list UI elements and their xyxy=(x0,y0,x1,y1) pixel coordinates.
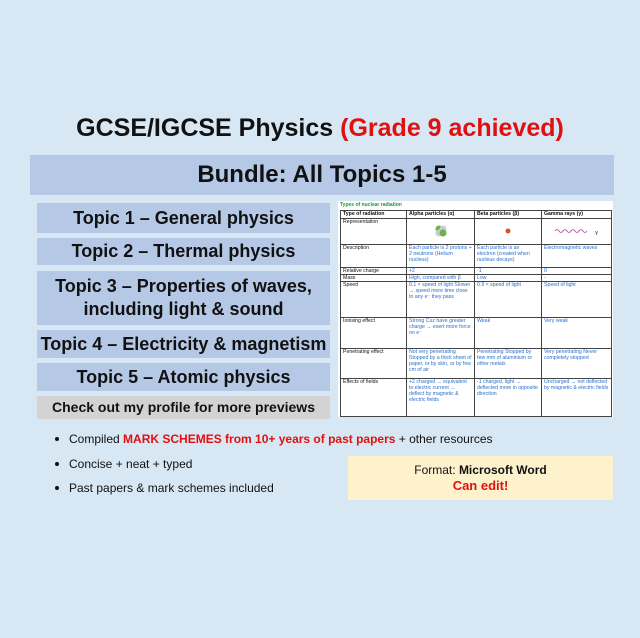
topic-1: Topic 1 – General physics xyxy=(37,203,330,233)
bullet-text: Compiled xyxy=(69,432,124,446)
table-cell: 0 xyxy=(542,268,612,275)
table-cell: Electromagnetic waves xyxy=(542,245,612,268)
table-header: Type of radiation xyxy=(341,211,407,219)
topic-3: Topic 3 – Properties of waves, including light & sound xyxy=(37,271,330,325)
table-cell: - xyxy=(542,275,612,282)
table-cell: +2 charged → equivalent to electric current → deflect by magnetic & electric fields xyxy=(407,379,475,417)
table-header: Alpha particles (α) xyxy=(407,211,475,219)
format-box xyxy=(348,456,613,500)
table-cell: Description xyxy=(341,245,407,268)
table-cell: Low xyxy=(475,275,542,282)
table-cell: Uncharged → not deflected by magnetic & electric fields xyxy=(542,379,612,417)
table-header: Beta particles (β) xyxy=(475,211,542,219)
table-cell: Each particle is 2 protons + 2 neutrons (Helium nucleus) xyxy=(407,245,475,268)
title-highlight: (Grade 9 achieved) xyxy=(340,114,564,142)
bullet-highlight: MARK SCHEMES from 10+ years of past papers xyxy=(123,432,396,446)
table-cell: +2 xyxy=(407,268,475,275)
table-cell: Very weak xyxy=(542,318,612,349)
profile-preview-note: Check out my profile for more previews xyxy=(37,396,330,419)
title-main: GCSE/IGCSE Physics xyxy=(76,114,341,142)
alpha-particle-icon xyxy=(407,219,475,245)
format-value: Microsoft Word xyxy=(458,463,547,477)
gamma-wave-icon xyxy=(542,219,612,245)
bullet-text: + other resources xyxy=(395,432,493,446)
table-cell: Penetrating effect xyxy=(341,349,407,379)
table-cell: Each particle is an electron (created when nucleus decays) xyxy=(475,245,542,268)
format-label: Format: xyxy=(414,463,459,477)
table-cell: Penetrating Stopped by few mm of aluminium or other metals xyxy=(475,349,542,379)
table-cell: High, compared with β xyxy=(407,275,475,282)
table-caption: Types of nuclear radiation xyxy=(340,202,402,208)
table-cell: Relative charge xyxy=(341,268,407,275)
beta-particle-icon xyxy=(475,219,542,245)
table-header: Gamma rays (γ) xyxy=(542,211,612,219)
table-cell: Strong Cuz have greater charge → exert more force on e⁻ xyxy=(407,318,475,349)
table-cell: Weak xyxy=(475,318,542,349)
table-cell: Very penetrating Never completely stopped xyxy=(542,349,612,379)
table-cell: Ionising effect xyxy=(341,318,407,349)
topic-5: Topic 5 – Atomic physics xyxy=(37,363,330,391)
topic-4: Topic 4 – Electricity & magnetism xyxy=(37,330,330,358)
table-cell: Representation xyxy=(341,219,407,245)
table-cell: 0.1 × speed of light Slower → speed more time close to any e⁻ they pass xyxy=(407,282,475,318)
gamma-symbol: γ xyxy=(595,229,598,236)
table-cell: Speed xyxy=(341,282,407,318)
bullet-text: Concise + neat + typed xyxy=(69,456,193,471)
table-cell: -1 charged, light → deflected more in opposite direction xyxy=(475,379,542,417)
bullet-text: Past papers & mark schemes included xyxy=(69,481,274,495)
table-cell: -1 xyxy=(475,268,542,275)
page-title xyxy=(0,114,640,143)
table-cell: Effects of fields xyxy=(341,379,407,417)
table-cell: Not very penetrating Stopped by a thick sheet of paper, or by skin, or by few cm of air xyxy=(407,349,475,379)
table-cell: 0.9 × speed of light xyxy=(475,282,542,318)
preview-table xyxy=(338,201,613,417)
list-item xyxy=(55,432,493,457)
table-cell: Mass xyxy=(341,275,407,282)
bundle-banner: Bundle: All Topics 1-5 xyxy=(30,155,614,195)
topic-2: Topic 2 – Thermal physics xyxy=(37,238,330,265)
table-cell: Speed of light xyxy=(542,282,612,318)
editable-note: Can edit! xyxy=(452,478,509,493)
